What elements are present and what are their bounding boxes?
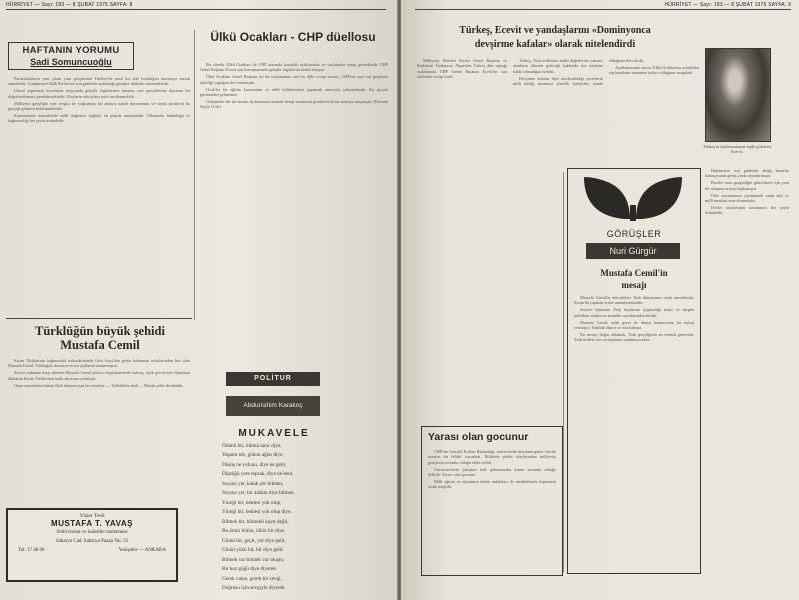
gorusler-author: Nuri Gürgür (586, 243, 680, 259)
poem-line: Gönül yükü bir, bir diye gelir. (222, 546, 284, 553)
paragraph: Partizanlıkların yeni çıkan yasa girişiminin Türkiye'de nasıl bir etki bıraktığını kamuoyu merak etmektedir. Cumhuriyet Halk Partisi'nin son günlerde açıkladığı görüşler dikkatle izlenmektedir. (8, 76, 190, 87)
paragraph: Ulusal yapımızın bozulması karşısında gençlik örgütlerinin tutumu, yurt gerçeklerine dayanan bir değerlendirmeyi gerektirmektedir. Olayların arka planı iyice incelenmelidir. (8, 88, 190, 99)
poem-line: Suçsuz yer, bir adakta diye bilinen. (222, 489, 295, 496)
paragraph: Ülkü Ocakları Genel Başkanı ise bu suçlamalara sert bir dille cevap vermiş, CHP'nin aşırı sol gruplarla işbirliği yaptığını ileri sürmüştür. (200, 74, 388, 85)
right-newspaper-page (401, 0, 799, 600)
ecevit-body-text (417, 58, 699, 170)
poem-author-box: Abdurrahim Karakoç (226, 396, 320, 416)
paragraph: Sovyet rejiminin Türk boylarına uyguladığı baskı ve sürgün politikası tarihin en karanlık sayfalarından biridir. (574, 307, 694, 318)
ad-city: Yenişehir — ANKARA (118, 548, 166, 553)
ecevit-headline-line1: Türkeş, Ecevit ve yandaşlarını «Dominyonca (459, 25, 651, 36)
paragraph: Mustafa Cemil'in mücadelesi Türk dünyasının ortak meselesidir. Kırım'da yaşanan acılar unutulmamalıdır. (574, 295, 694, 306)
yarasi-box (421, 426, 563, 576)
sehid-headline-line2: Mustafa Cemil (60, 338, 140, 352)
column-author: Sadi Somuncuoğlu (30, 57, 112, 67)
sehid-body-text (8, 358, 190, 498)
column-tag-title: HAFTANIN YORUMU (22, 45, 120, 56)
poem-line: Gönül bir, geçit, yol diye gelir, (222, 538, 286, 544)
column-divider-right (563, 172, 564, 572)
advertisement-box (6, 508, 178, 582)
gorusler-headline (568, 267, 700, 291)
paragraph: Onun mücadelesi bütün Türk dünyası için bir örnektir. — Türklük'ün dedi — Büyük şehit denilebilir. (14, 382, 184, 388)
poem-tag-box: POLİTUR (226, 372, 320, 386)
paragraph: Devlet otoritesinin korunması her şeyin üstündedir. (705, 204, 789, 216)
gorusler-box (567, 168, 701, 574)
paragraph: Devşirme kafalar diye nitelendirdiği çevrelerin milli birliği bozmaya yönelik faaliyetler içinde olduğunu ileri sürdü. (513, 58, 645, 87)
paragraph: CHP'nin Gençlik Kolları Başkanlığı, üniversitede meydana gelen olaylar üzerine bir bildiri yayınladı. Bildiride şiddet olaylarından milliyetçi gençlerin sorumlu olduğu iddia edildi. (428, 449, 556, 465)
poem-line: Düşüş ne yolunu, diye ne gelir, (222, 462, 287, 468)
poem-line: Ölümü bir, ölümü tanır diye, (222, 443, 282, 449)
poem-line: Bir kez göğü diye diyerek. (222, 565, 278, 572)
page-header-strip-right: HÜRRİYET — Sayı: 183 — 8 ŞUBAT 1976 SAYFA: 9 (415, 2, 791, 10)
paragraph: Milliyetçi Hareket Partisi Genel Başkanı ve Başbakan Yardımcısı Alparslan Türkeş dün yaptığı açıklamada CHP Genel Başkanı Ecevit'in son sözlerine cevap verdi. (417, 58, 507, 80)
paragraph: Ülke sorunlarının çözümünde ortak akıl ve millî menfaat esas alınmalıdır. (705, 192, 789, 204)
duel-headline: Ülkü Ocakları - CHP düellosu (210, 30, 376, 44)
paragraph: Bu mesajı doğru anlamak, Türk gençliğinin en önemli görevidir. Türk milleti esir soydaşlarını unutmayacaktır. (574, 331, 694, 343)
gorusler-headline-line2: mesajı (621, 280, 647, 290)
poem-line: Bu ömür bütün, ölüm bir diye. (222, 527, 286, 534)
ecevit-headline-line2: devşirme kafalar» olarak nitelendirdi (474, 39, 636, 50)
paragraph: Üniversitelerin çalışmaz hale gelmesinden kimin sorumlu olduğu bellidir. Yarası olan gocunur. (428, 466, 556, 478)
poem-line: Yüreği bir, beklesi yok olup diye. (222, 508, 292, 515)
sehid-headline (6, 324, 194, 352)
gorusler-headline-line1: Mustafa Cemil'in (600, 268, 668, 278)
column-tag-box (8, 42, 134, 70)
poem-line: Yaşamı tek, güleni ağlar diye. (222, 451, 284, 458)
poem-line: Gerek vatan, gerek bir sevgi, (222, 576, 282, 582)
paragraph: Türkeş, Türk milletinin tarihî değerlerine yabancı olanların ülkenin geleceği hakkında söz söyleme hakkı olmadığını belirtti. (513, 58, 603, 74)
paragraph: Sovyet zulmüne karşı direnen Mustafa Cemil yıllarca hapishanelerde kalmış, açlık grevleriyle dünyanın dikkatini Kırım Türklerinin haklı davasına çekmiştir. (8, 370, 190, 381)
column-body-text (8, 76, 190, 308)
ecevit-continued-text (417, 172, 559, 422)
photo-caption: Türkeş'in açıklamalarına tepki gösteren Ecevit. (703, 144, 771, 155)
paragraph: Açıklamasında ayrıca Ülkü Ocakları'na yöneltilen suçlamaların tamamen asılsız olduğunu vurguladı. (609, 64, 699, 76)
poem-line: Suçsuz yer, kalak yer bilinen, (222, 481, 284, 487)
poem-line: Bilmek bir, bilmekli kayıt değil, (222, 519, 289, 525)
paragraph: Komünizmle mücadelede millî değerlere bağlılık ön planda tutulmalıdır. Ülkemizin bütünlüğü ve bağımsızlığı her şeyin üstündedir. (8, 112, 190, 124)
left-newspaper-page (0, 0, 398, 600)
gorusler-body-text (574, 295, 694, 567)
poem-lines (222, 442, 392, 594)
yarasi-body-text (428, 449, 556, 569)
paragraph: Gelişmeler her iki tarafın da kamuoyu önünde hesap vermesini gerektirecek bir noktaya ulaşmıştır. (Devamı Sayfa 11'de) (200, 98, 388, 110)
poem-line: Yüreği bir, beklesi yok olup, (222, 500, 282, 506)
poem-title: MUKAVELE (238, 428, 310, 439)
ad-phone: Tel: 17 48 06 (18, 548, 45, 553)
gorusler-tag: GÖRÜŞLER (606, 229, 662, 239)
ad-line1: Sıhhî tesisat ve kalorifer malzemesi (56, 530, 128, 535)
sehid-headline-line1: Türklüğün büyük şehidi (35, 324, 165, 338)
poem-line: Bilmek var bilmek var oluştu, (222, 557, 285, 563)
news-photo (705, 48, 771, 142)
right-column-body-text (705, 168, 789, 572)
duel-body-text (200, 62, 388, 360)
page-header-strip: HÜRRİYET — Sayı: 183 — 8 ŞUBAT 1976 SAYFA: 8 (6, 2, 386, 10)
paragraph: Ocak'lar bir eğitim kurumudur ve milli kültürümüzü yaşatmak amacıyla çalışmaktadır. Bu gerçek görmezden gelinemez. (200, 86, 388, 98)
paragraph: Kırım Türklerinin bağımsızlık mücadelesinde Orta Asya'dan gelen kahraman evlatlarından biri olan Mustafa Cemil, Türklüğün davasını en zor şartlarda savunmuştur. (8, 358, 190, 369)
ad-line2: Sakarya Cad. Sakarya Pasajı No: 35 (55, 539, 129, 544)
ad-top-line: Yüzer Tesli (79, 513, 105, 519)
paragraph: Hükümetin son günlerde aldığı kararlar kamuoyunda geniş yankı uyandırmıştır. (705, 168, 789, 179)
ad-name: MUSTAFA T. YAVAŞ (51, 519, 133, 528)
ecevit-headline (415, 24, 695, 52)
paragraph: Milliyetçi gençliğin yurt sevgisi ile yoğrulmuş bir anlayış içinde davranması ve siyasi partilerin bu gerçeği görmesi beklenmektedir. (8, 100, 190, 112)
paragraph: Bir süredir Ülkü Ocakları ile CHP arasında karşılıklı açıklamalar ve suçlamalar sürüp gitmektedir. CHP Genel Başkanı Ecevit son konuşmasında gençlik örgütlerini hedef almıştır. (200, 62, 388, 73)
yarasi-headline: Yarası olan gocunur (428, 431, 529, 443)
poem-line: Doğrusu için sevgiyle diyerek. (222, 584, 286, 591)
section-divider (6, 318, 192, 319)
paragraph: Millî eğitim ve öğretimin bütün imkânları ile sürdürülmesi hepimizin ortak isteğidir. (428, 479, 556, 490)
poem-line: Düştüğü yere toprak, diye ne beni. (222, 470, 294, 477)
column-divider (194, 30, 195, 320)
paragraph: Partiler arası gerginliğin giderilmesi için yeni bir uzlaşma arayışı başlamıştır. (705, 180, 789, 191)
gorusler-logo-icon (580, 175, 686, 223)
paragraph: Mustafa Cemil, açlık grevi ile dünya kamuoyuna bir mesaj vermiştir: Türklük ölmez ve esir kalmaz. (574, 319, 694, 331)
